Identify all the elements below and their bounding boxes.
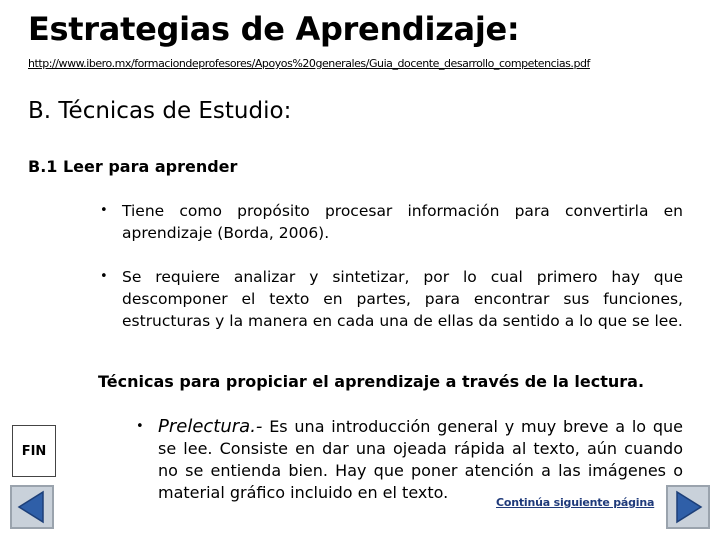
fin-button[interactable]: FIN (12, 425, 56, 477)
triangle-right-icon (668, 487, 708, 527)
page-title: Estrategias de Aprendizaje: (28, 10, 520, 48)
section-title: B. Técnicas de Estudio: (28, 98, 292, 124)
technique-term: Prelectura.- (158, 416, 263, 437)
triangle-left-icon (12, 487, 52, 527)
subsection-title: B.1 Leer para aprender (28, 157, 238, 176)
bullet-item (100, 266, 683, 332)
technique-text: Es una introducción general y muy breve a lo que se lee. Consiste en dar una ojeada rápida al texto, aún cuando no se entienda bien. Hay que poner atención a las imágenes o material gráfico incluido en el texto. (158, 417, 683, 502)
bullet-text: Tiene como propósito procesar información para convertirla en aprendizaje (Borda, 2006). (122, 202, 683, 242)
previous-slide-button[interactable] (10, 485, 54, 529)
bullet-dot: • (100, 269, 108, 284)
bullet-dot: • (100, 203, 108, 218)
continue-next-page-link[interactable]: Continúa siguiente página (496, 496, 655, 509)
bullet-dot: • (136, 419, 144, 434)
bullet-item (100, 200, 683, 244)
next-slide-button[interactable] (666, 485, 710, 529)
techniques-heading: Técnicas para propiciar el aprendizaje a través de la lectura. (98, 372, 645, 391)
bullet-text: Se requiere analizar y sintetizar, por lo cual primero hay que descomponer el texto en partes, para encontrar sus funciones, estructuras y la manera en cada una de ellas da sentido a lo que se lee. (122, 268, 683, 330)
source-link[interactable]: http://www.ibero.mx/formaciondeprofesores/Apoyos%20generales/Guia_docente_desarrollo_competencias.pdf (28, 57, 590, 70)
technique-item (136, 416, 683, 504)
